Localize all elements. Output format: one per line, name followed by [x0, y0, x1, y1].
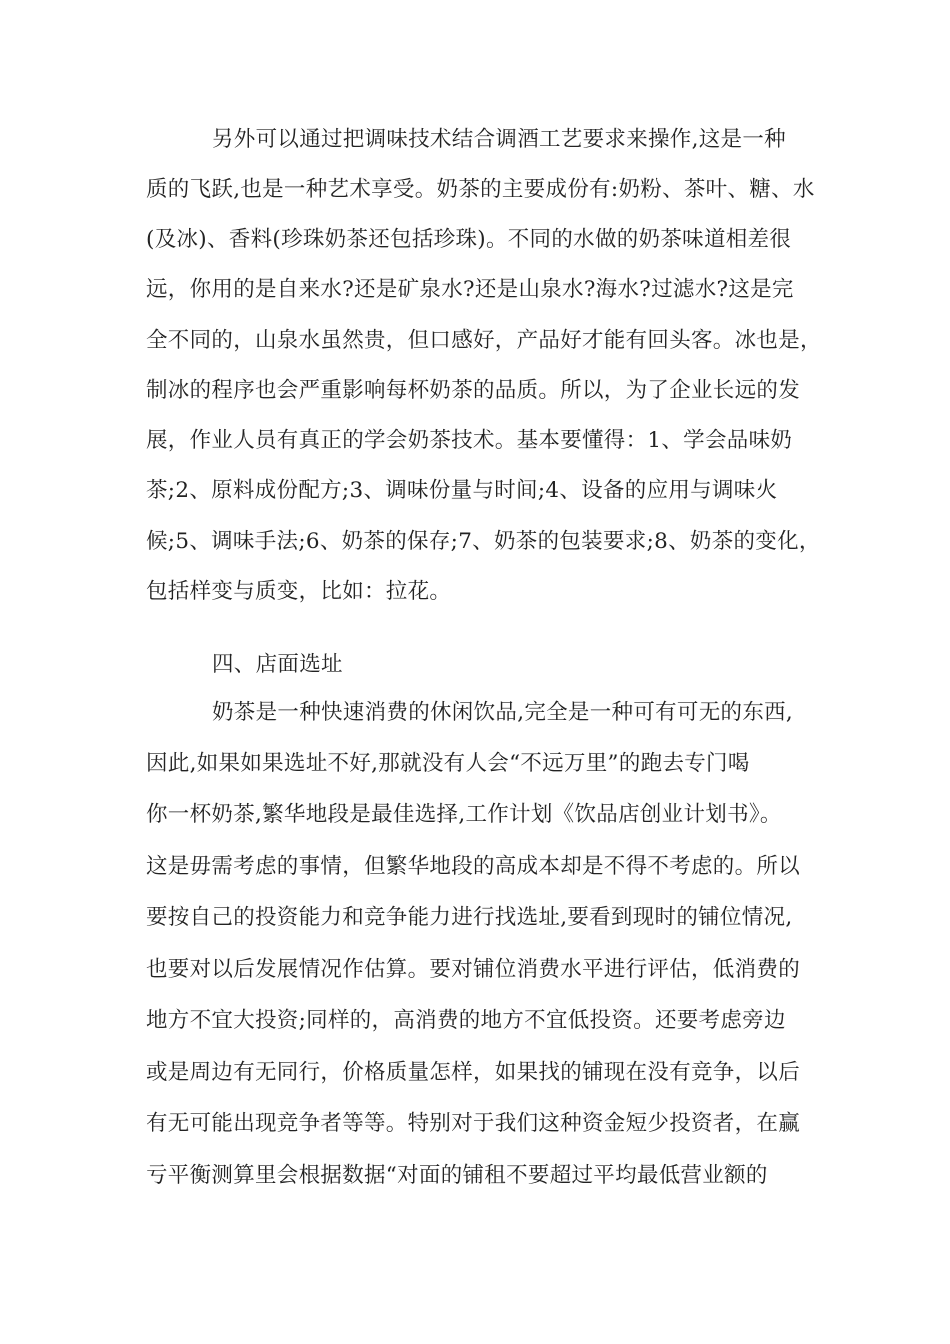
- text-line: (及冰)、香料(珍珠奶茶还包括珍珠)。不同的水做的奶茶味道相差很: [146, 227, 792, 252]
- section-heading: 四、店面选址: [212, 652, 343, 677]
- text-line: 你一杯奶茶,繁华地段是最佳选择,工作计划《饮品店创业计划书》。: [146, 802, 782, 827]
- text-line: 包括样变与质变，比如：拉花。: [146, 579, 452, 604]
- text-line: 另外可以通过把调味技术结合调酒工艺要求来操作,这是一种: [212, 127, 786, 152]
- text-line: 要按自己的投资能力和竞争能力进行找选址,要看到现时的铺位情况,: [146, 905, 793, 930]
- text-line: 亏平衡测算里会根据数据“对面的铺租不要超过平均最低营业额的: [146, 1163, 768, 1188]
- text-line: 或是周边有无同行，价格质量怎样，如果找的铺现在没有竞争，以后: [146, 1060, 801, 1085]
- text-line: 这是毋需考虑的事情，但繁华地段的高成本却是不得不考虑的。所以: [146, 854, 801, 879]
- text-line: 因此,如果如果选址不好,那就没有人会“不远万里”的跑去专门喝: [146, 751, 750, 776]
- text-line: 茶;2、原料成份配方;3、调味份量与时间;4、设备的应用与调味火: [146, 478, 778, 503]
- text-line: 全不同的，山泉水虽然贵，但口感好，产品好才能有回头客。冰也是，: [146, 328, 822, 353]
- text-line: 展，作业人员有真正的学会奶茶技术。基本要懂得：1、学会品味奶: [146, 428, 793, 453]
- text-line: 远，你用的是自来水?还是矿泉水?还是山泉水?海水?过滤水?这是完: [146, 277, 794, 302]
- text-line: 也要对以后发展情况作估算。要对铺位消费水平进行评估，低消费的: [146, 957, 801, 982]
- text-line: 制冰的程序也会严重影响每杯奶茶的品质。所以，为了企业长远的发: [146, 378, 801, 403]
- text-line: 有无可能出现竞争者等等。特别对于我们这种资金短少投资者，在赢: [146, 1111, 801, 1136]
- text-line: 奶茶是一种快速消费的休闲饮品,完全是一种可有可无的东西,: [212, 700, 794, 725]
- text-line: 地方不宜大投资;同样的，高消费的地方不宜低投资。还要考虑旁边: [146, 1008, 786, 1033]
- text-line: 候;5、调味手法;6、奶茶的保存;7、奶茶的包装要求;8、奶茶的变化，: [146, 529, 821, 554]
- text-line: 质的飞跃,也是一种艺术享受。奶茶的主要成份有:奶粉、茶叶、糖、水: [146, 177, 815, 202]
